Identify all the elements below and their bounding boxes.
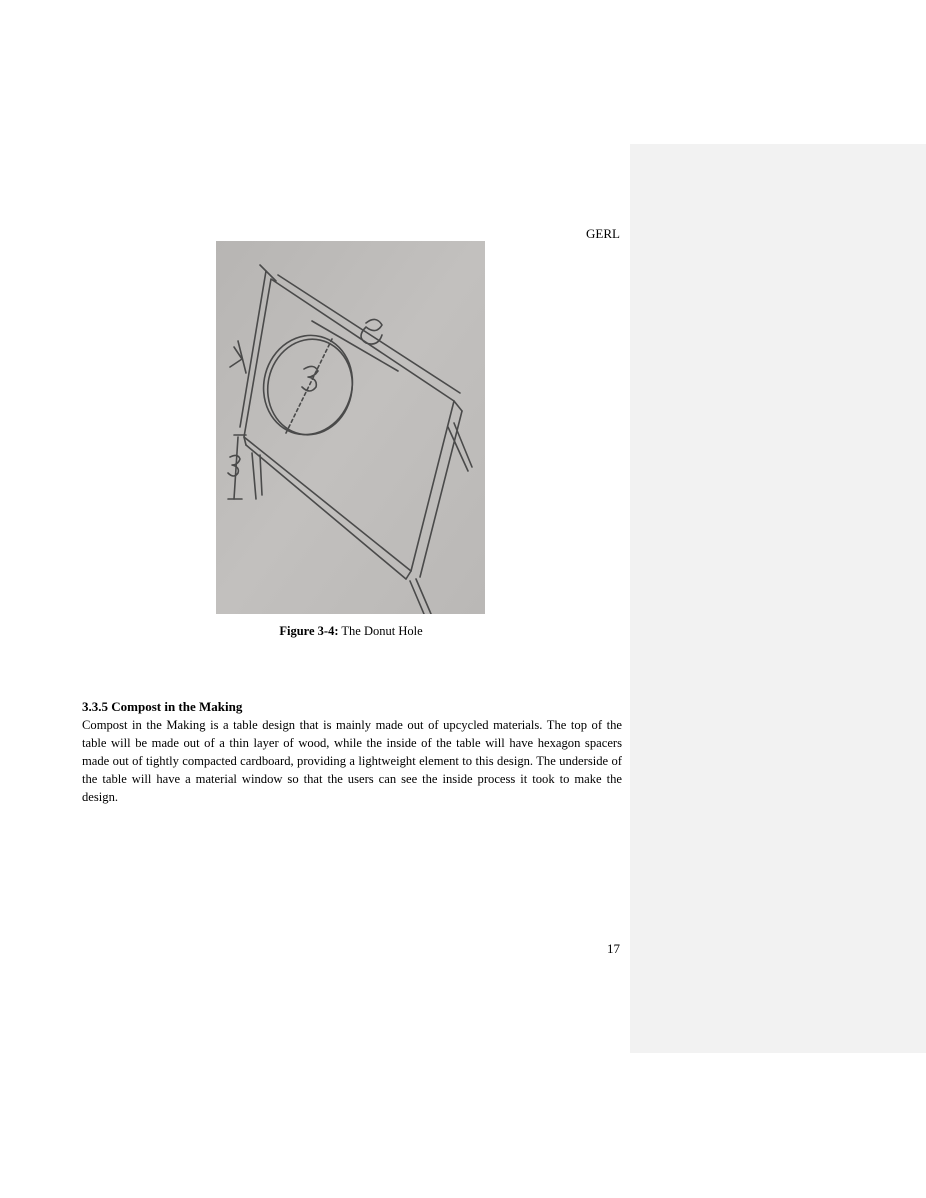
figure-caption [200,624,502,639]
figure-caption-text: The Donut Hole [338,624,423,638]
comment-margin-pane [630,144,926,1053]
section-heading: 3.3.5 Compost in the Making [82,699,243,714]
figure-caption-label: Figure 3-4: [279,624,339,638]
page-number: 17 [607,941,620,956]
figure-sketch-photo [216,241,485,614]
running-header: GERL [586,226,620,241]
table-sketch-drawing [216,241,485,614]
section-body-paragraph: Compost in the Making is a table design that is mainly made out of upcycled materials. The top of the table will be made out of a thin layer of wood, while the inside of the table will have hexagon spacers made out of tightly compacted cardboard, providing a lightweight element to this design. The underside of the table will have a material window so that the users can see the inside process it took to make the design. [82,718,622,804]
